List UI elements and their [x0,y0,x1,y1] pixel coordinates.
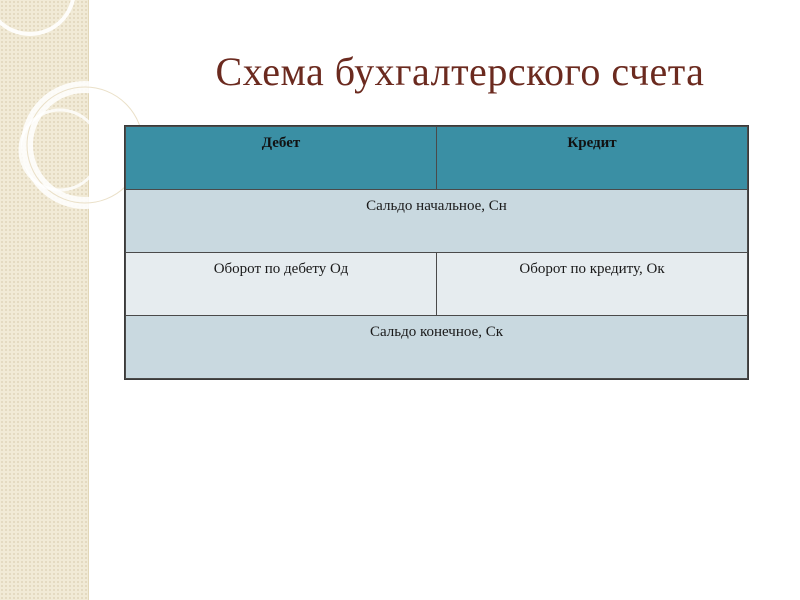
opening-balance-cell: Сальдо начальное, Сн [126,190,748,253]
header-credit-cell: Кредит [437,127,748,190]
account-scheme-table [125,126,748,379]
header-debit-cell: Дебет [126,127,437,190]
turnover-credit-cell: Оборот по кредиту, Ок [437,253,748,316]
closing-balance-cell: Сальдо конечное, Ск [126,316,748,379]
decorative-rings-icon [0,0,140,220]
table-row [126,316,748,379]
slide-title: Схема бухгалтерского счета [215,49,705,94]
table-row [126,190,748,253]
table-header-row [126,127,748,190]
turnover-debit-cell: Оборот по дебету Од [126,253,437,316]
table-row [126,253,748,316]
